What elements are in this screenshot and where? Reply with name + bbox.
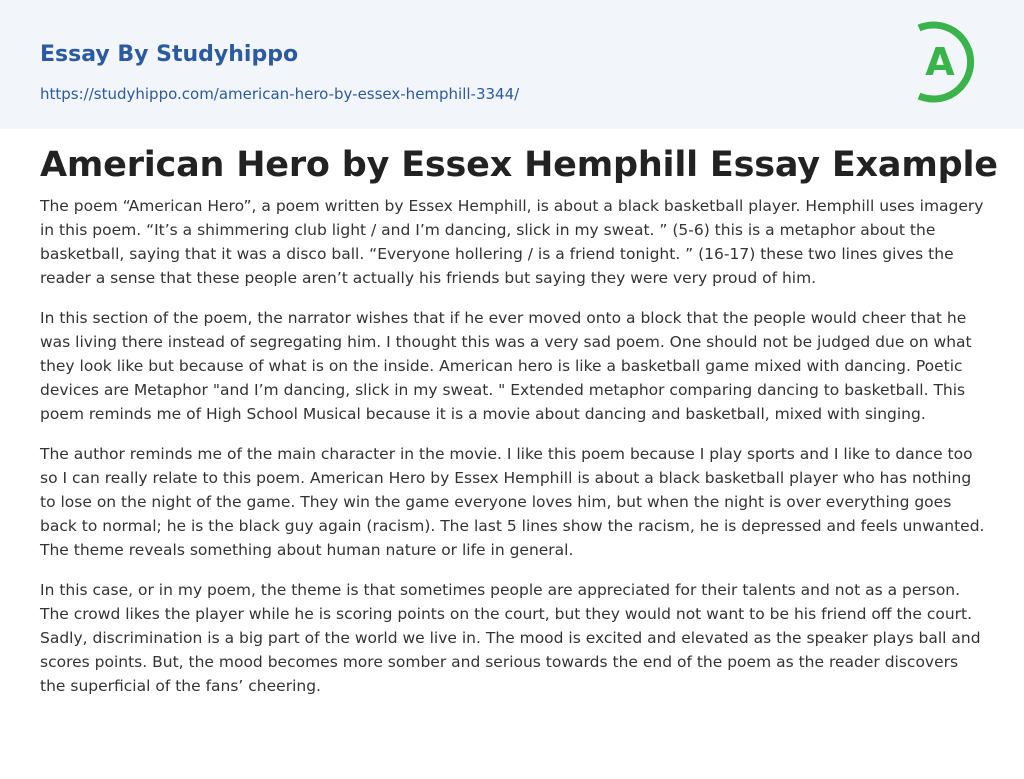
studyhippo-logo-icon[interactable] [909,18,989,106]
site-header [0,0,1024,129]
essay-paragraph-1: The poem “American Hero”, a poem written by Essex Hemphill, is about a black basketball player. Hemphill uses imagery in this poem. “It’s a shimmering club light / and I’m dancing, slick in my sweat. ” (5-6) this is a metaphor about the basketball, saying that it was a disco ball. “Everyone hollering / is a friend tonight. ” (16-17) these two lines gives the reader a sense that these people aren’t actually his friends but saying they were very proud of him. [40,197,984,287]
brand-title[interactable]: Essay By Studyhippo [40,42,299,67]
source-url-link[interactable]: https://studyhippo.com/american-hero-by-essex-hemphill-3344/ [40,85,520,103]
essay-paragraph-4: In this case, or in my poem, the theme is that sometimes people are appreciated for their talents and not as a person. The crowd likes the player while he is scoring points on the court, but they would not want to be his friend off the court. Sadly, discrimination is a big part of the world we live in. The mood is excited and elevated as the speaker plays ball and scores points. But, the mood becomes more somber and serious towards the end of the poem as the reader discovers the superficial of the fans’ cheering. [40,581,981,695]
essay-paragraph-3: The author reminds me of the main character in the movie. I like this poem because I play sports and I like to dance too so I can really relate to this poem. American Hero by Essex Hemphill is about a black basketball player who has nothing to lose on the night of the game. They win the game everyone loves him, but when the night is over everything goes back to normal; he is the black guy again (racism). The last 5 lines show the racism, he is depressed and feels unwanted. The theme reveals something about human nature or life in general. [40,445,985,559]
page-title: American Hero by Essex Hemphill Essay Example [40,145,998,185]
essay-body [40,194,988,714]
essay-paragraph-2: In this section of the poem, the narrator wishes that if he ever moved onto a block that the people would cheer that he was living there instead of segregating him. I thought this was a very sad poem. One should not be judged due on what they look like but because of what is on the inside. American hero is like a basketball game mixed with dancing. Poetic devices are Metaphor "and I’m dancing, slick in my sweat. " Extended metaphor comparing dancing to basketball. This poem reminds me of High School Musical because it is a movie about dancing and basketball, mixed with singing. [40,309,972,423]
logo-letter: A [925,40,955,84]
